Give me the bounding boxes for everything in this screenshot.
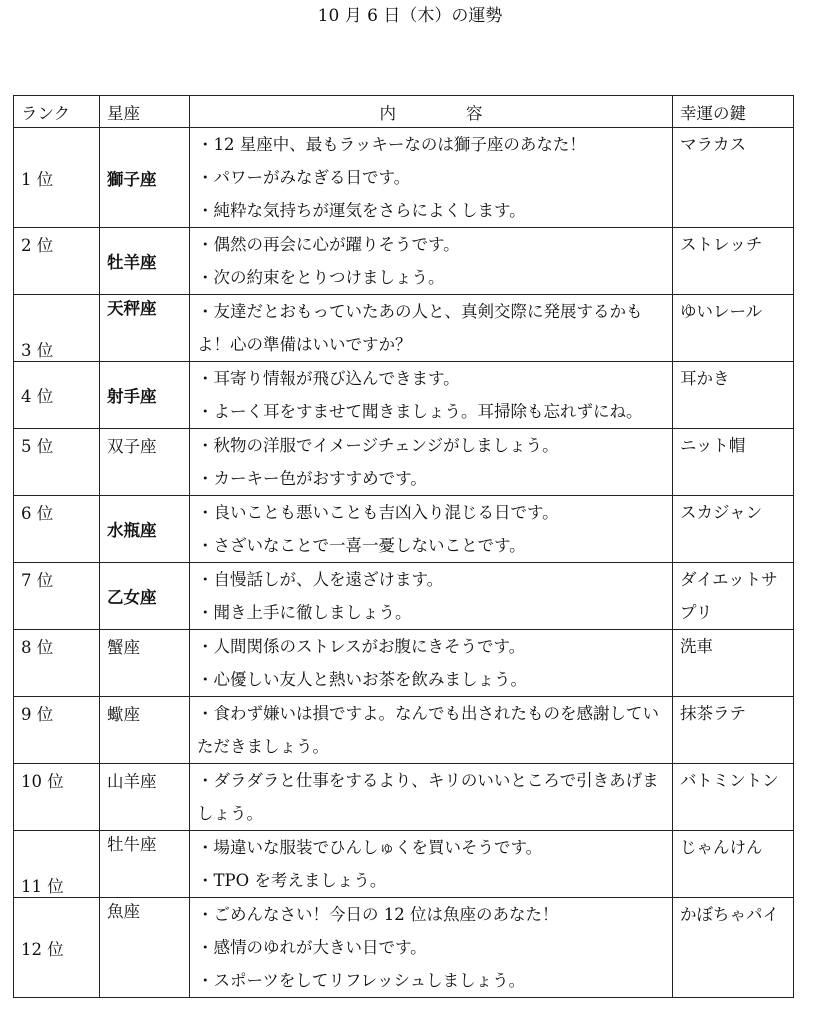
- rank-cell: 11 位: [14, 831, 100, 898]
- lucky-key-text: スカジャン: [680, 503, 763, 522]
- content-cell: [190, 228, 673, 295]
- table-row: [14, 496, 794, 563]
- header-content-right: 容: [466, 103, 483, 123]
- rank-cell: 4 位: [14, 362, 100, 429]
- lucky-key-text: ストレッチ: [680, 235, 763, 254]
- content-cell: [190, 362, 673, 429]
- lucky-key-text: ニット帽: [680, 436, 746, 455]
- lucky-key-cell: [673, 496, 794, 563]
- rank-cell: 3 位: [14, 295, 100, 362]
- content-line: ・TPO を考えましょう。: [197, 871, 387, 890]
- content-cell: [190, 429, 673, 496]
- lucky-key-cell: [673, 697, 794, 764]
- content-line: ・ごめんなさい！今日の 12 位は魚座のあなた！: [197, 905, 559, 924]
- rank-cell: 2 位: [14, 228, 100, 295]
- sign-cell: 水瓶座: [100, 496, 190, 563]
- sign-cell: 魚座: [100, 898, 190, 998]
- sign-cell: 乙女座: [100, 563, 190, 630]
- sign-cell: 山羊座: [100, 764, 190, 831]
- content-line: ・次の約束をとりつけましょう。: [197, 268, 445, 287]
- content-line: ・12 星座中、最もラッキーなのは獅子座のあなた！: [197, 135, 586, 154]
- content-cell: [190, 831, 673, 898]
- header-sign: 星座: [100, 96, 190, 128]
- sign-cell: 獅子座: [100, 128, 190, 228]
- lucky-key-text: バトミントン: [680, 771, 779, 790]
- content-line: ・パワーがみなぎる日です。: [197, 168, 411, 187]
- table-row: [14, 128, 794, 228]
- content-cell: [190, 898, 673, 998]
- content-line: ・心優しい友人と熱いお茶を飲みましょう。: [197, 670, 527, 689]
- lucky-key-cell: [673, 295, 794, 362]
- content-line: ・感情のゆれが大きい日です。: [197, 938, 427, 957]
- rank-cell: 12 位: [14, 898, 100, 998]
- content-line: ・食わず嫌いは損ですよ。なんでも出されたものを感謝していただきましょう。: [197, 704, 659, 756]
- content-line: ・自慢話しが、人を遠ざけます。: [197, 570, 444, 589]
- content-cell: [190, 630, 673, 697]
- rank-cell: 8 位: [14, 630, 100, 697]
- lucky-key-cell: [673, 228, 794, 295]
- sign-cell: 双子座: [100, 429, 190, 496]
- content-line: ・聞き上手に徹しましょう。: [197, 603, 412, 622]
- rank-cell: 5 位: [14, 429, 100, 496]
- lucky-key-cell: [673, 563, 794, 630]
- content-line: ・さざいなことで一喜一憂しないことです。: [197, 536, 526, 555]
- fortune-table: [13, 95, 794, 998]
- sign-cell: 天秤座: [100, 295, 190, 362]
- rank-cell: 1 位: [14, 128, 100, 228]
- lucky-key-text: かぼちゃパイ: [680, 905, 779, 924]
- table-row: [14, 898, 794, 998]
- table-row: [14, 764, 794, 831]
- lucky-key-text: 洗車: [680, 637, 713, 656]
- sign-cell: 牡牛座: [100, 831, 190, 898]
- content-cell: [190, 496, 673, 563]
- table-row: [14, 429, 794, 496]
- rank-cell: 6 位: [14, 496, 100, 563]
- content-line: ・人間関係のストレスがお腹にきそうです。: [197, 637, 526, 656]
- lucky-key-cell: [673, 764, 794, 831]
- content-cell: [190, 295, 673, 362]
- sign-cell: 射手座: [100, 362, 190, 429]
- lucky-key-text: じゃんけん: [680, 838, 763, 857]
- content-cell: [190, 128, 673, 228]
- table-row: [14, 831, 794, 898]
- lucky-key-text: ゆいレール: [680, 302, 763, 321]
- rank-cell: 9 位: [14, 697, 100, 764]
- content-cell: [190, 563, 673, 630]
- lucky-key-cell: [673, 630, 794, 697]
- content-line: ・よーく耳をすませて聞きましょう。耳掃除も忘れずにね。: [197, 402, 643, 421]
- lucky-key-cell: [673, 128, 794, 228]
- lucky-key-cell: [673, 362, 794, 429]
- content-line: ・良いことも悪いことも吉凶入り混じる日です。: [197, 503, 559, 522]
- lucky-key-cell: [673, 429, 794, 496]
- page-title: 10 月 6 日（木）の運勢: [317, 6, 503, 26]
- lucky-key-text: ダイエットサプリ: [680, 570, 778, 622]
- sign-cell: 蟹座: [100, 630, 190, 697]
- content-line: ・カーキー色がおすすめです。: [197, 469, 427, 488]
- content-line: ・純粋な気持ちが運気をさらによくします。: [197, 201, 526, 220]
- table-row: [14, 362, 794, 429]
- header-rank: ランク: [14, 96, 100, 128]
- content-cell: [190, 697, 673, 764]
- lucky-key-cell: [673, 898, 794, 998]
- lucky-key-text: マラカス: [680, 135, 746, 154]
- table-header-row: [14, 96, 794, 128]
- content-line: ・スポーツをしてリフレッシュしましょう。: [197, 971, 526, 990]
- table-row: [14, 697, 794, 764]
- content-cell: [190, 764, 673, 831]
- content-line: ・耳寄り情報が飛び込んできます。: [197, 369, 460, 388]
- lucky-key-text: 耳かき: [680, 369, 730, 388]
- table-row: [14, 228, 794, 295]
- content-line: ・友達だとおもっていたあの人と、真剣交際に発展するかもよ！心の準備はいいですか？: [197, 302, 643, 354]
- table-row: [14, 630, 794, 697]
- sign-cell: 牡羊座: [100, 228, 190, 295]
- table-row: [14, 563, 794, 630]
- lucky-key-cell: [673, 831, 794, 898]
- content-line: ・偶然の再会に心が躍りそうです。: [197, 235, 460, 254]
- content-line: ・場違いな服装でひんしゅくを買いそうです。: [197, 838, 543, 857]
- lucky-key-text: 抹茶ラテ: [680, 704, 746, 723]
- rank-cell: 10 位: [14, 764, 100, 831]
- rank-cell: 7 位: [14, 563, 100, 630]
- table-row: [14, 295, 794, 362]
- header-content: [190, 96, 673, 128]
- header-content-left: 内: [379, 103, 396, 123]
- sign-cell: 蠍座: [100, 697, 190, 764]
- content-line: ・秋物の洋服でイメージチェンジがしましょう。: [197, 436, 559, 455]
- content-line: ・ダラダラと仕事をするより、キリのいいところで引きあげましょう。: [197, 771, 659, 823]
- header-key: 幸運の鍵: [673, 96, 794, 128]
